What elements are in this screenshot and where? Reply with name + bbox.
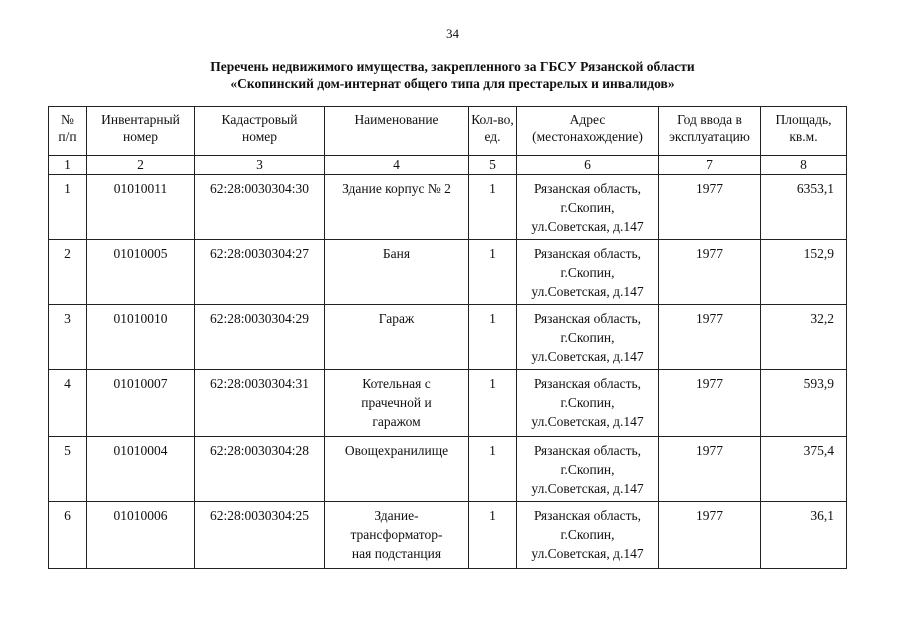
column-number: 7 [659, 156, 761, 175]
address: Рязанская область, г.Скопин, ул.Советская, д.147 [517, 437, 659, 502]
area: 375,4 [761, 437, 847, 502]
quantity: 1 [469, 437, 517, 502]
cadastral-number: 62:28:0030304:28 [195, 437, 325, 502]
property-name: Гараж [325, 305, 469, 370]
table-row [49, 370, 847, 437]
area: 36,1 [761, 502, 847, 569]
area: 32,2 [761, 305, 847, 370]
title-line-2: «Скопинский дом-интернат общего типа для престарелых и инвалидов» [230, 76, 675, 91]
property-name: Здание- трансформатор- ная подстанция [325, 502, 469, 569]
column-number-row [49, 156, 847, 175]
inventory-number: 01010004 [87, 437, 195, 502]
commission-year: 1977 [659, 305, 761, 370]
property-name: Баня [325, 240, 469, 305]
inventory-number: 01010011 [87, 175, 195, 240]
column-number: 1 [49, 156, 87, 175]
inventory-number: 01010006 [87, 502, 195, 569]
table-row [49, 175, 847, 240]
quantity: 1 [469, 502, 517, 569]
commission-year: 1977 [659, 370, 761, 437]
row-number: 4 [49, 370, 87, 437]
column-number: 5 [469, 156, 517, 175]
property-name: Здание корпус № 2 [325, 175, 469, 240]
table-row [49, 240, 847, 305]
address: Рязанская область, г.Скопин, ул.Советская, д.147 [517, 370, 659, 437]
inventory-number: 01010010 [87, 305, 195, 370]
inventory-number: 01010005 [87, 240, 195, 305]
commission-year: 1977 [659, 502, 761, 569]
property-name: Котельная с прачечной и гаражом [325, 370, 469, 437]
quantity: 1 [469, 175, 517, 240]
address: Рязанская область, г.Скопин, ул.Советская, д.147 [517, 175, 659, 240]
row-number: 1 [49, 175, 87, 240]
column-number: 2 [87, 156, 195, 175]
inventory-number: 01010007 [87, 370, 195, 437]
quantity: 1 [469, 305, 517, 370]
header-cell: № п/п [49, 107, 87, 156]
header-cell: Площадь, кв.м. [761, 107, 847, 156]
row-number: 2 [49, 240, 87, 305]
commission-year: 1977 [659, 175, 761, 240]
table-row [49, 305, 847, 370]
area: 152,9 [761, 240, 847, 305]
quantity: 1 [469, 240, 517, 305]
commission-year: 1977 [659, 240, 761, 305]
header-cell: Наименование [325, 107, 469, 156]
property-table [48, 106, 847, 569]
header-cell: Адрес (местонахождение) [517, 107, 659, 156]
area: 593,9 [761, 370, 847, 437]
table-row [49, 437, 847, 502]
row-number: 6 [49, 502, 87, 569]
address: Рязанская область, г.Скопин, ул.Советская, д.147 [517, 240, 659, 305]
row-number: 3 [49, 305, 87, 370]
cadastral-number: 62:28:0030304:25 [195, 502, 325, 569]
cadastral-number: 62:28:0030304:30 [195, 175, 325, 240]
header-cell: Год ввода в эксплуатацию [659, 107, 761, 156]
header-cell: Инвентарный номер [87, 107, 195, 156]
title-line-1: Перечень недвижимого имущества, закрепленного за ГБСУ Рязанской области [210, 59, 695, 74]
area: 6353,1 [761, 175, 847, 240]
cadastral-number: 62:28:0030304:27 [195, 240, 325, 305]
column-number: 3 [195, 156, 325, 175]
header-cell: Кадастровый номер [195, 107, 325, 156]
column-number: 8 [761, 156, 847, 175]
document-title [0, 58, 905, 92]
cadastral-number: 62:28:0030304:29 [195, 305, 325, 370]
address: Рязанская область, г.Скопин, ул.Советская, д.147 [517, 502, 659, 569]
table-header-row [49, 107, 847, 156]
table-row [49, 502, 847, 569]
column-number: 4 [325, 156, 469, 175]
property-name: Овощехранилище [325, 437, 469, 502]
quantity: 1 [469, 370, 517, 437]
address: Рязанская область, г.Скопин, ул.Советская, д.147 [517, 305, 659, 370]
cadastral-number: 62:28:0030304:31 [195, 370, 325, 437]
header-cell: Кол-во, ед. [469, 107, 517, 156]
page-number: 34 [446, 26, 459, 41]
row-number: 5 [49, 437, 87, 502]
commission-year: 1977 [659, 437, 761, 502]
column-number: 6 [517, 156, 659, 175]
